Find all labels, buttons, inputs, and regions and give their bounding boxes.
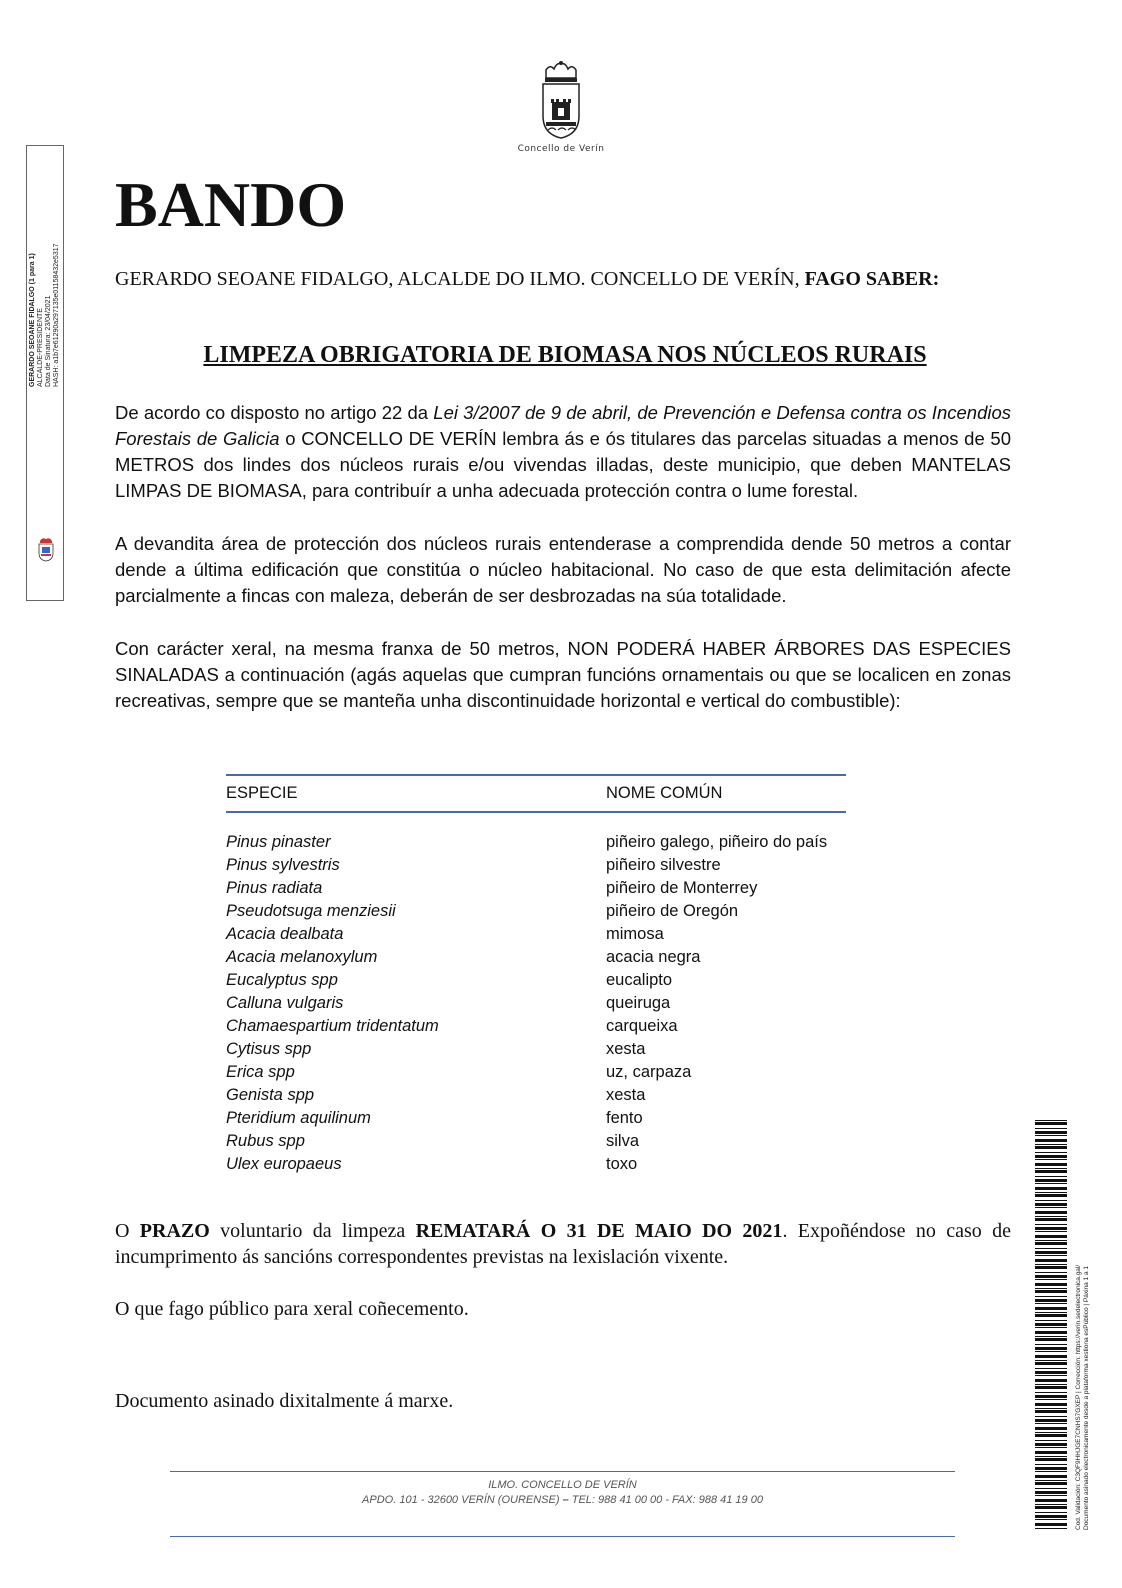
barcode-bar [1035, 1512, 1067, 1513]
paragraph-species-intro: Con carácter xeral, na mesma franxa de 50 metros, NON PODERÁ HABER ÁRBORES DAS ESPECIES SINALADAS a continuación (agás aquelas que cumpran funcións ornamentais ou que se localicen en zonas recreativas, sempre que se manteña unha discontinuidade horizontal e vertical do combustible): [115, 638, 1011, 711]
footer-dash: – [562, 1494, 569, 1506]
footer-divider-top [170, 1471, 955, 1472]
closing-end: . Expoñéndose no caso de incumprimento ás sancións correspondentes previstas na lexislación vixente. [115, 1220, 1011, 1268]
barcode-bar [1035, 1480, 1067, 1481]
intro-bold: FAGO SABER: [804, 268, 940, 290]
barcode-bar [1035, 1375, 1067, 1376]
table-header-row [226, 775, 846, 812]
barcode-bar [1035, 1456, 1067, 1457]
deadline-paragraph [115, 1218, 1011, 1270]
barcode-bar [1035, 1264, 1067, 1265]
document-title: BANDO [115, 169, 347, 240]
barcode-bar [1035, 1144, 1067, 1145]
barcode-bar [1035, 1168, 1067, 1169]
barcode-bar [1035, 1283, 1067, 1286]
barcode-bar [1035, 1432, 1067, 1433]
barcode-bar [1035, 1458, 1067, 1461]
barcode-bar [1035, 1515, 1067, 1518]
barcode-bar [1035, 1519, 1067, 1520]
barcode-bar [1035, 1266, 1067, 1269]
signature-hash: HASH: a1b7e61290a297135e01158432e5317 [53, 243, 60, 387]
barcode-bar [1035, 1323, 1067, 1326]
barcode-bar [1035, 1506, 1067, 1509]
barcode-bar [1035, 1128, 1067, 1129]
barcode-bar [1035, 1192, 1067, 1193]
signature-date: Data de Sinatura: 23/04/2021 [45, 295, 52, 387]
species-common-name: piñeiro silvestre [606, 856, 721, 874]
paragraph1-part1: De acordo co disposto no artigo 22 da [115, 402, 434, 423]
barcode-bar [1035, 1152, 1067, 1153]
barcode-bar [1035, 1242, 1067, 1245]
barcode-bar [1035, 1355, 1067, 1358]
barcode-bar [1035, 1179, 1067, 1182]
barcode-bar [1035, 1528, 1067, 1529]
municipal-logo [506, 60, 616, 164]
species-scientific-name: Erica spp [226, 1063, 295, 1081]
footer-divider-bottom [170, 1536, 955, 1537]
barcode-bar [1035, 1488, 1067, 1489]
species-scientific-name: Cytisus spp [226, 1040, 312, 1058]
species-common-name: piñeiro de Monterrey [606, 879, 758, 897]
deadline-date: REMATARÁ O 31 DE MAIO DO 2021 [415, 1220, 783, 1242]
barcode-bar [1035, 1296, 1067, 1297]
species-row [226, 969, 846, 992]
barcode-bar [1035, 1288, 1067, 1289]
species-row [226, 992, 846, 1015]
public-notice: O que fago público para xeral coñecemento. [115, 1298, 469, 1320]
barcode-bar [1035, 1327, 1067, 1328]
barcode-bar [1035, 1183, 1067, 1184]
barcode-bar [1035, 1303, 1067, 1304]
species-common-name: xesta [606, 1086, 646, 1104]
validation-line1: Cod. Validación: C3QF9HHJGE7CNHS7GXEP | Corrección: https://verin.sedelectronica.gal/ [1075, 1264, 1082, 1530]
barcode-bar [1035, 1307, 1067, 1310]
barcode-bar [1035, 1203, 1067, 1206]
species-common-name: xesta [606, 1040, 646, 1058]
barcode-bar [1035, 1408, 1067, 1409]
footer-institution: ILMO. CONCELLO DE VERÍN [488, 1479, 637, 1491]
barcode-bar [1035, 1279, 1067, 1280]
species-row [226, 1130, 846, 1153]
species-row [226, 1107, 846, 1130]
species-scientific-name: Acacia melanoxylum [226, 948, 378, 966]
intro-text: GERARDO SEOANE FIDALGO, ALCALDE DO ILMO. CONCELLO DE VERÍN, [115, 268, 805, 290]
barcode-bar [1035, 1275, 1067, 1278]
barcode-bar [1035, 1227, 1067, 1230]
barcode-bar [1035, 1240, 1067, 1241]
barcode-bar [1035, 1464, 1067, 1465]
species-row [226, 877, 846, 900]
barcode-bar [1035, 1368, 1067, 1369]
barcode-bar [1035, 1255, 1067, 1256]
barcode-bar [1035, 1475, 1067, 1478]
barcode-bar [1035, 1410, 1067, 1413]
species-row [226, 831, 846, 854]
barcode-bar [1035, 1447, 1067, 1448]
barcode-bar [1035, 1331, 1067, 1334]
species-scientific-name: Acacia dealbata [226, 925, 344, 943]
barcode-bar [1035, 1384, 1067, 1385]
paragraph-legal-basis [115, 400, 1011, 504]
paragraph1-part2: o CONCELLO DE VERÍN lembra ás e ós titulares das parcelas situadas a menos de 50 METROS dos lindes dos núcleos rurais e/ou vivendas illadas, deste municipio, que deben MANTELAS LIMPAS DE BIOMASA, para contribuír a unha adecuada protección contra o lume forestal. [115, 428, 1011, 501]
barcode-bar [1035, 1207, 1067, 1208]
barcode-bar [1035, 1131, 1067, 1134]
species-row [226, 1038, 846, 1061]
signature-text [29, 217, 61, 387]
barcode-bar [1035, 1314, 1067, 1317]
validation-line2: Documento asinado electronicamente desde a plataforma xestiona esPúblico | Páxina 1 a 1 [1083, 1265, 1090, 1530]
species-common-name: acacia negra [606, 948, 701, 966]
barcode-bar [1035, 1139, 1067, 1142]
species-scientific-name: Rubus spp [226, 1132, 305, 1150]
barcode-bar [1035, 1495, 1067, 1496]
species-scientific-name: Genista spp [226, 1086, 315, 1104]
footer-phones: TEL: 988 41 00 00 - FAX: 988 41 19 00 [568, 1494, 763, 1506]
barcode-bar [1035, 1451, 1067, 1454]
paragraph-protection-area: A devandita área de protección dos núcleos rurais entenderase a comprendida dende 50 metros a contar dende a última edificación que constitúa o núcleo habitacional. No caso de que esta delimitación afecte parcialmente a fincas con maleza, deberán de ser desbrozadas na súa totalidade. [115, 533, 1011, 606]
barcode-bar [1035, 1194, 1067, 1197]
species-common-name: silva [606, 1132, 640, 1150]
barcode-bar [1035, 1434, 1067, 1437]
barcode-bar [1035, 1170, 1067, 1173]
species-common-name: eucalipto [606, 971, 673, 989]
barcode-bar [1035, 1163, 1067, 1166]
signer-role: ALCALDE-PRESIDENTE [37, 308, 44, 387]
barcode-bar [1035, 1504, 1067, 1505]
species-common-name: queiruga [606, 994, 671, 1012]
closing-o: O [115, 1220, 140, 1242]
barcode-bar [1035, 1211, 1067, 1214]
intro-line [115, 268, 1015, 291]
barcode-bar [1035, 1351, 1067, 1352]
barcode-bar [1035, 1399, 1067, 1400]
logo-caption: Concello de Verín [517, 144, 605, 154]
barcode-bar [1035, 1467, 1067, 1470]
barcode-bar [1035, 1312, 1067, 1313]
barcode-bar [1035, 1299, 1067, 1302]
species-common-name: carqueixa [606, 1017, 678, 1035]
barcode-bar [1035, 1320, 1067, 1321]
barcode-bar [1035, 1423, 1067, 1424]
species-scientific-name: Pteridium aquilinum [226, 1109, 371, 1127]
species-row [226, 1153, 846, 1176]
barcode-bar [1035, 1491, 1067, 1494]
barcode-bar [1035, 1251, 1067, 1254]
signer-name: GERARDO SEOANE FIDALGO (1 para 1) [29, 253, 36, 387]
barcode-bar [1035, 1235, 1067, 1238]
barcode-bar [1035, 1272, 1067, 1273]
barcode-bar [1035, 1419, 1067, 1422]
barcode-bar [1035, 1440, 1067, 1441]
species-row [226, 900, 846, 923]
species-row [226, 854, 846, 877]
species-common-name: piñeiro galego, piñeiro do país [606, 833, 828, 851]
species-row [226, 1061, 846, 1084]
species-table [226, 774, 846, 1176]
barcode-bar [1035, 1224, 1067, 1225]
barcode-bar [1035, 1416, 1067, 1417]
barcode-bar [1035, 1146, 1067, 1149]
barcode-bar [1035, 1187, 1067, 1190]
barcode-bar [1035, 1347, 1067, 1350]
species-row [226, 923, 846, 946]
barcode-bar [1035, 1248, 1067, 1249]
barcode-bar [1035, 1218, 1067, 1221]
barcode-bar [1035, 1155, 1067, 1158]
subject-heading: LIMPEZA OBRIGATORIA DE BIOMASA NOS NÚCLEOS RURAIS [203, 342, 927, 368]
species-row [226, 1084, 846, 1107]
barcode-bar [1035, 1523, 1067, 1526]
validation-text [1075, 1180, 1091, 1530]
barcode-bar [1035, 1336, 1067, 1337]
footer-address: APDO. 101 - 32600 VERÍN (OURENSE) [362, 1494, 563, 1506]
closing-mid: voluntario da limpeza [209, 1220, 416, 1242]
signature-margin-box [26, 145, 64, 601]
signed-note: Documento asinado dixitalmente á marxe. [115, 1390, 454, 1412]
seal-icon [36, 536, 56, 562]
barcode-icon [1035, 1120, 1067, 1530]
barcode-bar [1035, 1176, 1067, 1177]
barcode-bar [1035, 1159, 1067, 1160]
species-row [226, 946, 846, 969]
barcode-bar [1035, 1122, 1067, 1125]
closing-prazo: PRAZO [139, 1220, 210, 1242]
barcode-bar [1035, 1403, 1067, 1406]
barcode-bar [1035, 1362, 1067, 1365]
coat-of-arms-icon [538, 60, 584, 140]
species-scientific-name: Pinus radiata [226, 879, 323, 897]
barcode-bar [1035, 1395, 1067, 1398]
barcode-bar [1035, 1216, 1067, 1217]
barcode-bar [1035, 1231, 1067, 1232]
species-scientific-name: Eucalyptus spp [226, 971, 338, 989]
barcode-bar [1035, 1371, 1067, 1374]
barcode-bar [1035, 1386, 1067, 1389]
law-reference: Lei 3/2007 de 9 de abril, de Prevención e Defensa contra os Incendios Forestais de Galicia [115, 402, 1012, 449]
barcode-bar [1035, 1135, 1067, 1136]
barcode-bar [1035, 1344, 1067, 1345]
species-scientific-name: Calluna vulgaris [226, 994, 344, 1012]
barcode-bar [1035, 1360, 1067, 1361]
footer-contact [170, 1494, 955, 1506]
species-common-name: piñeiro de Oregón [606, 902, 739, 920]
species-common-name: mimosa [606, 925, 664, 943]
barcode-bar [1035, 1338, 1067, 1341]
barcode-bar [1035, 1499, 1067, 1502]
barcode-bar [1035, 1482, 1067, 1485]
species-scientific-name: Pinus sylvestris [226, 856, 340, 874]
barcode-bar [1035, 1200, 1067, 1201]
species-common-name: fento [606, 1109, 643, 1127]
header-species: ESPECIE [226, 775, 606, 812]
species-common-name: uz, carpaza [606, 1063, 692, 1081]
species-scientific-name: Chamaespartium tridentatum [226, 1017, 439, 1035]
barcode-bar [1035, 1471, 1067, 1472]
species-common-name: toxo [606, 1155, 638, 1173]
barcode-bar [1035, 1379, 1067, 1382]
validation-margin [1071, 1180, 1095, 1530]
species-scientific-name: Pseudotsuga menziesii [226, 902, 396, 920]
barcode-bar [1035, 1120, 1067, 1121]
barcode-bar [1035, 1259, 1067, 1262]
species-row [226, 1015, 846, 1038]
species-scientific-name: Ulex europaeus [226, 1155, 342, 1173]
header-common-name: NOME COMÚN [606, 775, 846, 812]
barcode-bar [1035, 1392, 1067, 1393]
barcode-bar [1035, 1427, 1067, 1430]
species-scientific-name: Pinus pinaster [226, 833, 331, 851]
barcode-bar [1035, 1290, 1067, 1293]
barcode-bar [1035, 1443, 1067, 1446]
